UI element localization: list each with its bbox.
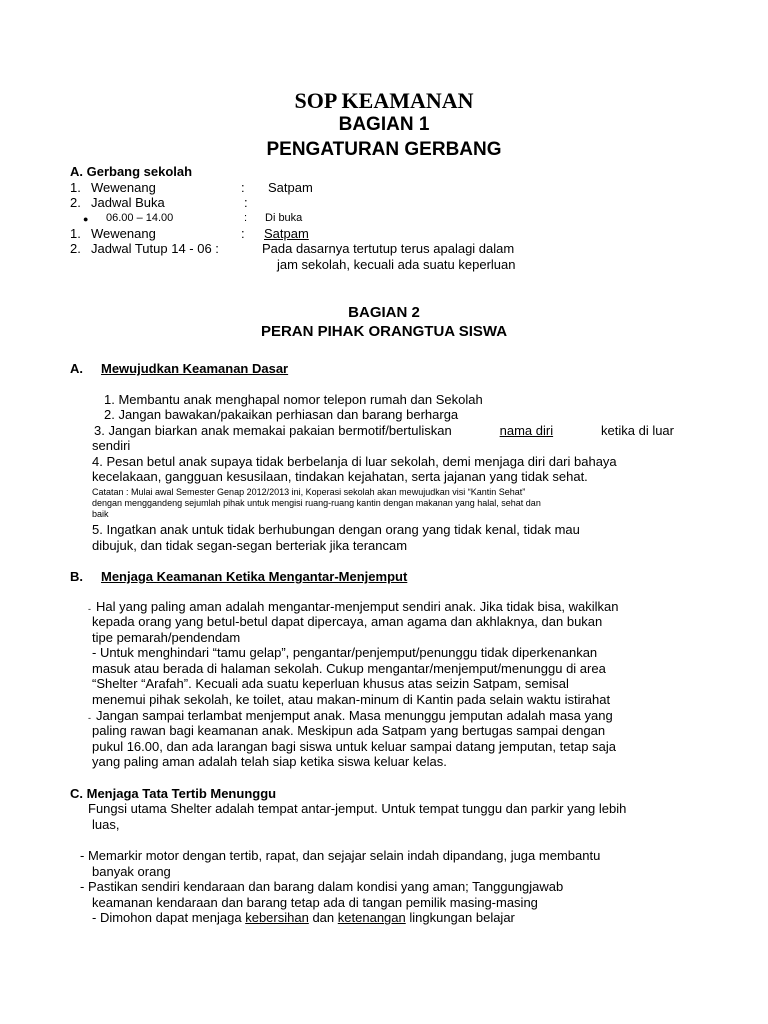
row-colon: : bbox=[244, 195, 248, 210]
part2-subheading: PERAN PIHAK ORANGTUA SISWA bbox=[260, 323, 508, 340]
row-colon: : bbox=[244, 212, 248, 224]
row-value: Satpam bbox=[264, 226, 309, 241]
dash-marker: - bbox=[88, 713, 91, 723]
paragraph-line: kepada orang yang betul-betul dapat dipercaya, aman agama dan akhlaknya, dan bukan bbox=[92, 614, 603, 629]
dash-marker: - bbox=[88, 604, 91, 614]
list-item: 2. Jangan bawakan/pakaikan perhiasan dan barang berharga bbox=[104, 407, 459, 422]
paragraph-line bbox=[92, 676, 569, 691]
row-label: Jadwal Buka bbox=[91, 195, 165, 210]
part2-heading: BAGIAN 2 bbox=[348, 304, 420, 321]
item3-text: 3. Jangan biarkan anak memakai pakaian bermotif/bertuliskan bbox=[94, 423, 452, 438]
section-a-title: Mewujudkan Keamanan Dasar bbox=[101, 361, 289, 376]
list-item-continuation: kecelakaan, gangguan kesusilaan, tindakan kejahatan, serta jajanan yang tidak sehat. bbox=[92, 469, 588, 484]
list-item-continuation: sendiri bbox=[92, 438, 131, 453]
row-value: Di buka bbox=[265, 212, 303, 224]
note-text: dengan menggandeng sejumlah pihak untuk mengisi ruang-ruang kantin dengan makanan yang halal, sehat dan bbox=[92, 498, 541, 508]
row-label: Wewenang bbox=[91, 226, 156, 241]
row-value: Pada dasarnya tertutup terus apalagi dalam bbox=[262, 241, 515, 256]
section-c-title: C. Menjaga Tata Tertib Menunggu bbox=[70, 786, 277, 801]
paragraph-line: Hal yang paling aman adalah mengantar-menjemput sendiri anak. Jika tidak bisa, wakilkan bbox=[96, 599, 619, 614]
list-item-continuation: dibujuk, dan tidak segan-segan berteriak jika terancam bbox=[92, 538, 408, 553]
list-item: 4. Pesan betul anak supaya tidak berbelanja di luar sekolah, demi menjaga diri dari bahaya bbox=[92, 454, 617, 469]
paragraph-line: luas, bbox=[92, 817, 120, 832]
paragraph-line: yang paling aman adalah telah siap ketika siswa keluar kelas. bbox=[92, 754, 447, 769]
list-item-continuation: banyak orang bbox=[92, 864, 171, 879]
row-number: 1. bbox=[70, 180, 81, 195]
row-label: Wewenang bbox=[91, 180, 156, 195]
row-label: Jadwal Tutup 14 - 06 : bbox=[91, 241, 219, 256]
paragraph-line: pukul 16.00, dan ada larangan bagi siswa untuk keluar sampai datang jemputan, tetap saja bbox=[92, 739, 616, 754]
item-text: lingkungan belajar bbox=[409, 910, 515, 925]
paragraph-line: - Untuk menghindari “tamu gelap”, pengantar/penjemput/penunggu tidak diperkenankan bbox=[92, 645, 598, 660]
note-text: Catatan : Mulai awal Semester Genap 2012/2013 ini, Koperasi sekolah akan mewujudkan visi “Kantin Sehat” bbox=[92, 487, 526, 497]
list-item: 1. Membantu anak menghapal nomor telepon rumah dan Sekolah bbox=[104, 392, 483, 407]
list-item bbox=[92, 910, 515, 925]
underlined-word: kebersihan bbox=[245, 910, 309, 925]
row-value: Satpam bbox=[268, 180, 313, 195]
item3-text-end: ketika di luar bbox=[601, 423, 674, 438]
row-colon: : bbox=[241, 180, 245, 195]
document-title: SOP KEAMANAN bbox=[294, 88, 474, 113]
item3-underlined: nama diri bbox=[499, 423, 554, 438]
list-item: - Pastikan sendiri kendaraan dan barang dalam kondisi yang aman; Tanggungjawab bbox=[80, 879, 564, 894]
paragraph-line: Fungsi utama Shelter adalah tempat antar-jemput. Untuk tempat tunggu dan parkir yang lebih bbox=[88, 801, 627, 816]
paragraph-line: tipe pemarah/pendendam bbox=[92, 630, 241, 645]
item-text: dan bbox=[312, 910, 335, 925]
list-item bbox=[94, 423, 674, 438]
section-b-title: Menjaga Keamanan Ketika Mengantar-Menjemput bbox=[101, 569, 408, 584]
paragraph-line: masuk atau berada di halaman sekolah. Cukup mengantar/menjemput/menunggu di area bbox=[92, 661, 606, 676]
row-number: 2. bbox=[70, 241, 81, 256]
row-colon: : bbox=[241, 226, 245, 241]
close-schedule-continuation: jam sekolah, kecuali ada suatu keperluan bbox=[277, 257, 516, 272]
list-item-continuation: keamanan kendaraan dan barang tetap ada di tangan pemilik masing-masing bbox=[92, 895, 538, 910]
paragraph-line: paling rawan bagi keamanan anak. Meskipun ada Satpam yang bertugas sampai dengan bbox=[92, 723, 606, 738]
paragraph-line: menemui pihak sekolah, ke toilet, atau makan-minum di Kantin pada selain waktu istirahat bbox=[92, 692, 611, 707]
underlined-word: ketenangan bbox=[337, 910, 406, 925]
row-number: 2. bbox=[70, 195, 81, 210]
row-label: 06.00 – 14.00 bbox=[106, 212, 174, 224]
item-text: - Dimohon dapat menjaga bbox=[92, 910, 242, 925]
bullet-icon: ● bbox=[83, 214, 89, 224]
gate-section-heading: A. Gerbang sekolah bbox=[70, 164, 193, 179]
section-b-letter: B. bbox=[70, 569, 83, 584]
paragraph-line: Jangan sampai terlambat menjemput anak. Masa menunggu jemputan adalah masa yang bbox=[96, 708, 613, 723]
list-item: 5. Ingatkan anak untuk tidak berhubungan dengan orang yang tidak kenal, tidak mau bbox=[92, 522, 580, 537]
note-text: baik bbox=[92, 509, 109, 519]
shelter-name: “Shelter “Arafah”. bbox=[92, 676, 192, 691]
paragraph-text: Kecuali ada suatu keperluan khusus atas seizin Satpam, semisal bbox=[195, 676, 569, 691]
section-a-letter: A. bbox=[70, 361, 83, 376]
part1-heading: BAGIAN 1 bbox=[338, 114, 430, 135]
part1-subheading: PENGATURAN GERBANG bbox=[266, 139, 502, 160]
row-number: 1. bbox=[70, 226, 81, 241]
list-item: - Memarkir motor dengan tertib, rapat, dan sejajar selain indah dipandang, juga membantu bbox=[80, 848, 601, 863]
